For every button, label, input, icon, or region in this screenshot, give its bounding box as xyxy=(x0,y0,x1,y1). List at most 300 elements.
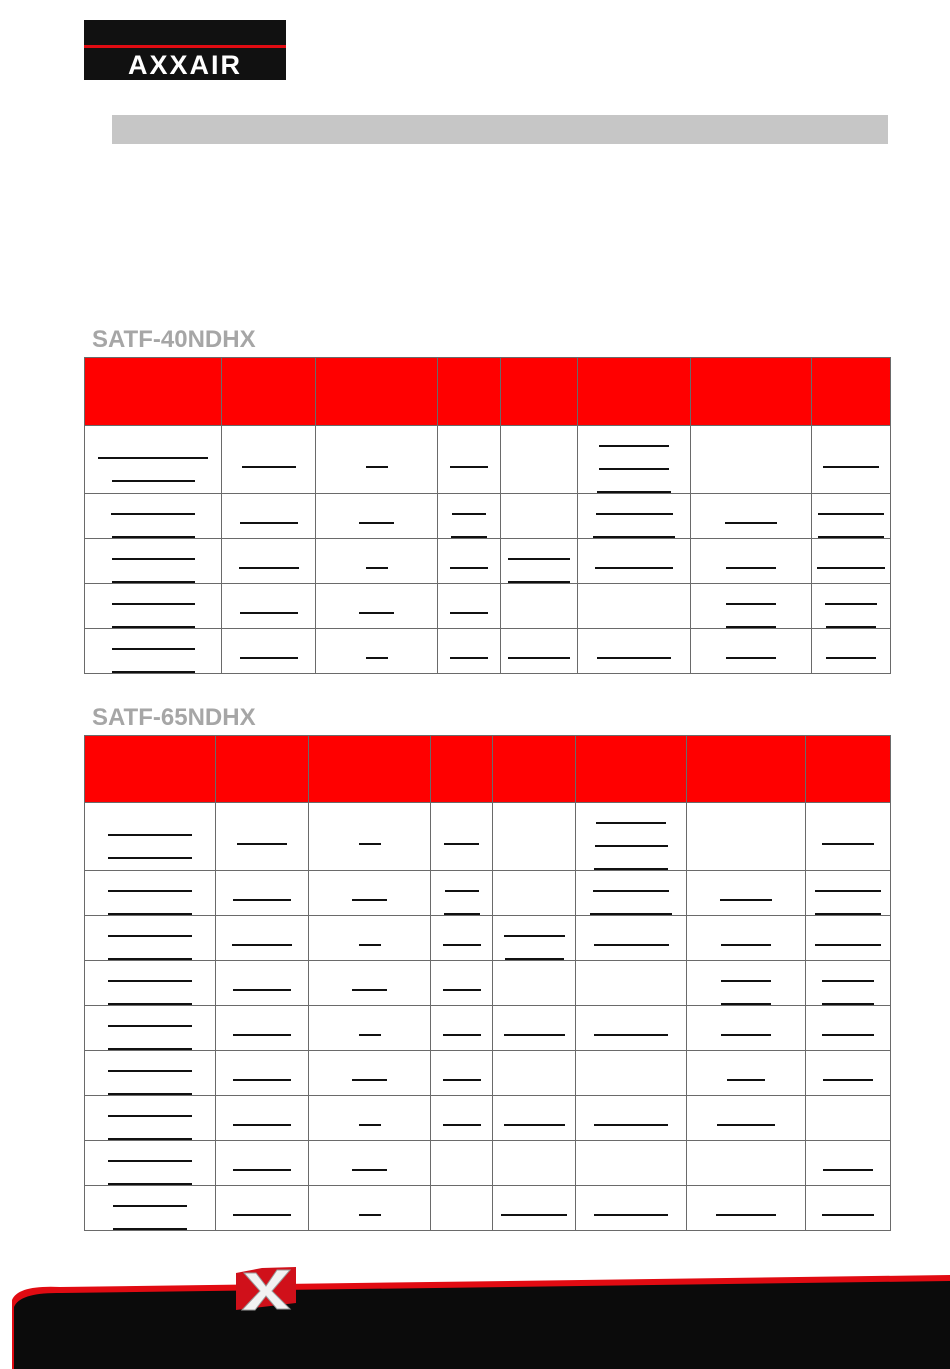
table-cell xyxy=(216,871,309,916)
blank-entry xyxy=(352,880,387,901)
underline-blank xyxy=(112,461,195,482)
table-cell xyxy=(438,494,501,539)
underline-blank xyxy=(240,503,298,524)
table-cell xyxy=(222,539,316,584)
underline-blank xyxy=(108,961,192,982)
underline-blank xyxy=(597,638,671,659)
underline-blank xyxy=(233,1015,291,1036)
axxair-logo xyxy=(84,20,286,80)
underline-blank xyxy=(595,826,668,847)
header-cell xyxy=(309,736,431,803)
table-cell xyxy=(85,584,222,629)
table-cell xyxy=(216,803,309,871)
blank-entry xyxy=(721,961,771,1005)
table-cell xyxy=(812,494,891,539)
table-cell xyxy=(576,803,687,871)
underline-blank xyxy=(826,607,876,628)
underline-blank xyxy=(590,894,672,915)
section-title-satf-40ndhx: SATF-40NDHX xyxy=(92,326,256,353)
underline-blank xyxy=(508,638,570,659)
underline-blank xyxy=(239,548,299,569)
header-cell xyxy=(691,358,812,426)
blank-entry xyxy=(727,1060,765,1081)
blank-entry xyxy=(359,503,394,524)
table-cell xyxy=(691,584,812,629)
underline-blank xyxy=(366,447,388,468)
underline-blank xyxy=(108,1119,192,1140)
underline-blank xyxy=(505,939,564,960)
table-cell xyxy=(316,426,438,494)
underline-blank xyxy=(599,449,669,470)
table-cell xyxy=(812,629,891,674)
underline-blank xyxy=(594,1015,668,1036)
underline-blank xyxy=(596,803,666,824)
underline-blank xyxy=(597,472,671,493)
underline-blank xyxy=(359,1105,381,1126)
blank-entry xyxy=(112,539,195,583)
table-cell xyxy=(687,1051,806,1096)
blank-entry xyxy=(233,1060,291,1081)
table-row xyxy=(85,629,891,674)
underline-blank xyxy=(727,1060,765,1081)
table-cell xyxy=(691,426,812,494)
underline-blank xyxy=(508,562,570,583)
blank-entry xyxy=(594,1105,668,1126)
blank-entry xyxy=(108,1096,192,1140)
table-cell xyxy=(309,1006,431,1051)
underline-blank xyxy=(826,638,876,659)
table-cell xyxy=(216,1186,309,1231)
blank-entry xyxy=(725,503,777,524)
underline-blank xyxy=(112,517,195,538)
underline-blank xyxy=(112,539,195,560)
underline-blank xyxy=(112,629,195,650)
table-cell xyxy=(493,1051,576,1096)
blank-entry xyxy=(822,824,874,845)
blank-entry xyxy=(451,494,487,538)
blank-entry xyxy=(823,447,879,468)
underline-blank xyxy=(504,916,565,937)
underline-blank xyxy=(242,447,296,468)
blank-entry xyxy=(240,638,298,659)
underline-blank xyxy=(721,925,771,946)
blank-entry xyxy=(113,1186,187,1230)
table-cell xyxy=(806,1051,891,1096)
underline-blank xyxy=(352,1150,387,1171)
blank-entry xyxy=(593,494,675,538)
table-cell xyxy=(806,871,891,916)
table-cell xyxy=(812,426,891,494)
underline-blank xyxy=(721,1015,771,1036)
footer-black-band xyxy=(14,1281,950,1369)
table-cell xyxy=(806,1096,891,1141)
blank-entry xyxy=(444,824,479,845)
blank-entry xyxy=(508,539,570,583)
table-cell xyxy=(576,1051,687,1096)
underline-blank xyxy=(594,849,668,870)
table-cell xyxy=(85,1141,216,1186)
underline-blank xyxy=(233,880,291,901)
blank-entry xyxy=(112,629,195,673)
table-cell xyxy=(687,871,806,916)
blank-entry xyxy=(108,1141,192,1185)
table-cell xyxy=(691,539,812,584)
table-cell xyxy=(309,803,431,871)
table-cell xyxy=(431,803,493,871)
header-cell xyxy=(493,736,576,803)
underline-blank xyxy=(443,1105,481,1126)
table-cell xyxy=(812,539,891,584)
blank-entry xyxy=(450,548,488,569)
table-cell xyxy=(576,1141,687,1186)
underline-blank xyxy=(717,1105,775,1126)
blank-entry xyxy=(240,593,298,614)
underline-blank xyxy=(108,1096,192,1117)
table-cell xyxy=(578,629,691,674)
table-cell xyxy=(438,629,501,674)
table-cell xyxy=(687,1006,806,1051)
header-cell xyxy=(222,358,316,426)
underline-blank xyxy=(720,880,772,901)
table-cell xyxy=(309,1051,431,1096)
table-cell xyxy=(309,871,431,916)
underline-blank xyxy=(366,548,388,569)
header-cell xyxy=(216,736,309,803)
blank-entry xyxy=(815,871,881,915)
table-cell xyxy=(806,916,891,961)
blank-entry xyxy=(108,961,192,1005)
table-cell xyxy=(576,1186,687,1231)
table-row xyxy=(85,426,891,494)
header-cell xyxy=(578,358,691,426)
table-cell xyxy=(85,426,222,494)
table-cell xyxy=(216,1051,309,1096)
table-cell xyxy=(85,1051,216,1096)
underline-blank xyxy=(240,593,298,614)
header-cell xyxy=(431,736,493,803)
blank-entry xyxy=(233,1195,291,1216)
blank-entry xyxy=(594,1195,668,1216)
table-cell xyxy=(806,803,891,871)
underline-blank xyxy=(233,1195,291,1216)
blank-entry xyxy=(504,1015,565,1036)
table-row xyxy=(85,1006,891,1051)
underline-blank xyxy=(112,607,195,628)
table-cell xyxy=(85,1186,216,1231)
header-gray-bar xyxy=(112,115,888,144)
underline-blank xyxy=(108,1006,192,1027)
table-cell xyxy=(493,1141,576,1186)
underline-blank xyxy=(233,1060,291,1081)
blank-entry xyxy=(359,593,394,614)
underline-blank xyxy=(444,824,479,845)
table-cell xyxy=(576,916,687,961)
underline-blank xyxy=(237,824,287,845)
table-row xyxy=(85,539,891,584)
blank-entry xyxy=(232,925,292,946)
table-cell xyxy=(501,629,578,674)
table-cell xyxy=(493,803,576,871)
blank-entry xyxy=(504,916,565,960)
table-cell xyxy=(812,584,891,629)
blank-entry xyxy=(597,638,671,659)
table-cell xyxy=(85,629,222,674)
blank-entry xyxy=(98,438,208,482)
table-cell xyxy=(85,803,216,871)
logo-text: AXXAIR xyxy=(127,50,242,80)
underline-blank xyxy=(818,517,884,538)
underline-blank xyxy=(508,539,570,560)
blank-entry xyxy=(352,1060,387,1081)
underline-blank xyxy=(818,494,884,515)
underline-blank xyxy=(108,916,192,937)
underline-blank xyxy=(108,1164,192,1185)
table-cell xyxy=(493,871,576,916)
underline-blank xyxy=(233,970,291,991)
blank-entry xyxy=(720,880,772,901)
underline-blank xyxy=(501,1195,567,1216)
table-row xyxy=(85,916,891,961)
blank-entry xyxy=(352,1150,387,1171)
table-cell xyxy=(309,916,431,961)
underline-blank xyxy=(815,871,881,892)
blank-entry xyxy=(726,638,776,659)
underline-blank xyxy=(443,1015,481,1036)
underline-blank xyxy=(359,925,381,946)
blank-entry xyxy=(108,871,192,915)
blank-entry xyxy=(717,1105,775,1126)
table-cell xyxy=(576,961,687,1006)
blank-entry xyxy=(359,1195,381,1216)
underline-blank xyxy=(366,638,388,659)
table-row xyxy=(85,1051,891,1096)
blank-entry xyxy=(444,871,480,915)
table-cell xyxy=(216,1096,309,1141)
blank-entry xyxy=(504,1105,565,1126)
table-cell xyxy=(806,961,891,1006)
blank-entry xyxy=(366,447,388,468)
blank-entry xyxy=(726,584,776,628)
blank-entry xyxy=(240,503,298,524)
blank-entry xyxy=(823,1060,873,1081)
underline-blank xyxy=(594,1195,668,1216)
table-cell xyxy=(309,1096,431,1141)
table-cell xyxy=(576,1006,687,1051)
blank-entry xyxy=(822,1195,874,1216)
underline-blank xyxy=(596,494,673,515)
underline-blank xyxy=(451,517,487,538)
underline-blank xyxy=(725,503,777,524)
header-cell xyxy=(438,358,501,426)
underline-blank xyxy=(815,925,881,946)
header-cell xyxy=(576,736,687,803)
table-cell xyxy=(438,426,501,494)
underline-blank xyxy=(823,1060,873,1081)
underline-blank xyxy=(108,1074,192,1095)
underline-blank xyxy=(450,593,488,614)
underline-blank xyxy=(108,1051,192,1072)
header-cell xyxy=(501,358,578,426)
underline-blank xyxy=(822,1195,874,1216)
logo-red-stripe xyxy=(84,45,286,48)
blank-entry xyxy=(108,815,192,859)
table-cell xyxy=(85,1096,216,1141)
table-cell xyxy=(687,1186,806,1231)
underline-blank xyxy=(504,1105,565,1126)
table-cell xyxy=(431,1006,493,1051)
underline-blank xyxy=(823,1150,873,1171)
blank-entry xyxy=(443,970,481,991)
table-cell xyxy=(578,584,691,629)
blank-entry xyxy=(352,970,387,991)
underline-blank xyxy=(359,593,394,614)
blank-entry xyxy=(594,803,668,870)
table-cell xyxy=(222,426,316,494)
blank-entry xyxy=(818,494,884,538)
blank-entry xyxy=(597,426,671,493)
underline-blank xyxy=(726,548,776,569)
underline-blank xyxy=(445,871,479,892)
underline-blank xyxy=(359,503,394,524)
blank-entry xyxy=(108,1006,192,1050)
underline-blank xyxy=(108,894,192,915)
blank-entry xyxy=(233,880,291,901)
underline-blank xyxy=(108,871,192,892)
x-logo-icon xyxy=(236,1267,296,1310)
underline-blank xyxy=(233,1150,291,1171)
underline-blank xyxy=(444,894,480,915)
underline-blank xyxy=(815,894,881,915)
table-cell xyxy=(431,1186,493,1231)
underline-blank xyxy=(450,548,488,569)
underline-blank xyxy=(98,438,208,459)
table-cell xyxy=(501,539,578,584)
blank-entry xyxy=(716,1195,776,1216)
table-cell xyxy=(501,426,578,494)
table-cell xyxy=(216,1141,309,1186)
table-cell xyxy=(493,1186,576,1231)
blank-entry xyxy=(233,1015,291,1036)
blank-entry xyxy=(450,447,488,468)
table-cell xyxy=(806,1141,891,1186)
table-cell xyxy=(85,539,222,584)
underline-blank xyxy=(593,517,675,538)
table-cell xyxy=(687,1141,806,1186)
underline-blank xyxy=(359,1015,381,1036)
blank-entry xyxy=(108,1051,192,1095)
table-cell xyxy=(85,916,216,961)
underline-blank xyxy=(108,815,192,836)
blank-entry xyxy=(822,961,874,1005)
blank-entry xyxy=(590,871,672,915)
table-cell xyxy=(316,629,438,674)
underline-blank xyxy=(721,984,771,1005)
blank-entry xyxy=(359,1015,381,1036)
spec-table-satf-40ndhx xyxy=(84,357,891,674)
underline-blank xyxy=(594,1105,668,1126)
table-cell xyxy=(431,961,493,1006)
table-cell xyxy=(438,584,501,629)
blank-entry xyxy=(233,1105,291,1126)
underline-blank xyxy=(112,652,195,673)
blank-entry xyxy=(508,638,570,659)
underline-blank xyxy=(352,880,387,901)
table-cell xyxy=(431,1051,493,1096)
blank-entry xyxy=(366,548,388,569)
underline-blank xyxy=(112,584,195,605)
underline-blank xyxy=(232,925,292,946)
table-cell xyxy=(222,629,316,674)
header-cell xyxy=(316,358,438,426)
header-cell xyxy=(687,736,806,803)
underline-blank xyxy=(113,1209,187,1230)
underline-blank xyxy=(726,607,776,628)
underline-blank xyxy=(359,1195,381,1216)
header-cell xyxy=(806,736,891,803)
table-header-row xyxy=(85,358,891,426)
table-header-row xyxy=(85,736,891,803)
blank-entry xyxy=(359,824,381,845)
blank-entry xyxy=(111,494,195,538)
underline-blank xyxy=(108,1029,192,1050)
table-row xyxy=(85,961,891,1006)
table-cell xyxy=(85,871,216,916)
underline-blank xyxy=(113,1186,187,1207)
table-row xyxy=(85,1096,891,1141)
underline-blank xyxy=(825,584,877,605)
blank-entry xyxy=(233,970,291,991)
blank-entry xyxy=(822,1015,874,1036)
underline-blank xyxy=(823,447,879,468)
table-row xyxy=(85,494,891,539)
table-cell xyxy=(222,584,316,629)
underline-blank xyxy=(504,1015,565,1036)
blank-entry xyxy=(823,1150,873,1171)
blank-entry xyxy=(242,447,296,468)
blank-entry xyxy=(233,1150,291,1171)
underline-blank xyxy=(111,494,195,515)
blank-entry xyxy=(595,548,673,569)
table-cell xyxy=(85,961,216,1006)
underline-blank xyxy=(595,548,673,569)
blank-entry xyxy=(721,1015,771,1036)
table-cell xyxy=(687,916,806,961)
underline-blank xyxy=(359,824,381,845)
table-cell xyxy=(578,426,691,494)
underline-blank xyxy=(112,562,195,583)
table-cell xyxy=(316,494,438,539)
table-cell xyxy=(216,916,309,961)
underline-blank xyxy=(352,970,387,991)
blank-entry xyxy=(443,1060,481,1081)
underline-blank xyxy=(599,426,669,447)
table-cell xyxy=(493,1096,576,1141)
table-cell xyxy=(216,1006,309,1051)
blank-entry xyxy=(726,548,776,569)
table-cell xyxy=(431,1141,493,1186)
table-cell xyxy=(309,1186,431,1231)
underline-blank xyxy=(822,984,874,1005)
underline-blank xyxy=(233,1105,291,1126)
blank-entry xyxy=(815,925,881,946)
underline-blank xyxy=(108,838,192,859)
table-cell xyxy=(691,629,812,674)
underline-blank xyxy=(726,638,776,659)
blank-entry xyxy=(594,925,669,946)
table-cell xyxy=(691,494,812,539)
underline-blank xyxy=(108,1141,192,1162)
underline-blank xyxy=(726,584,776,605)
